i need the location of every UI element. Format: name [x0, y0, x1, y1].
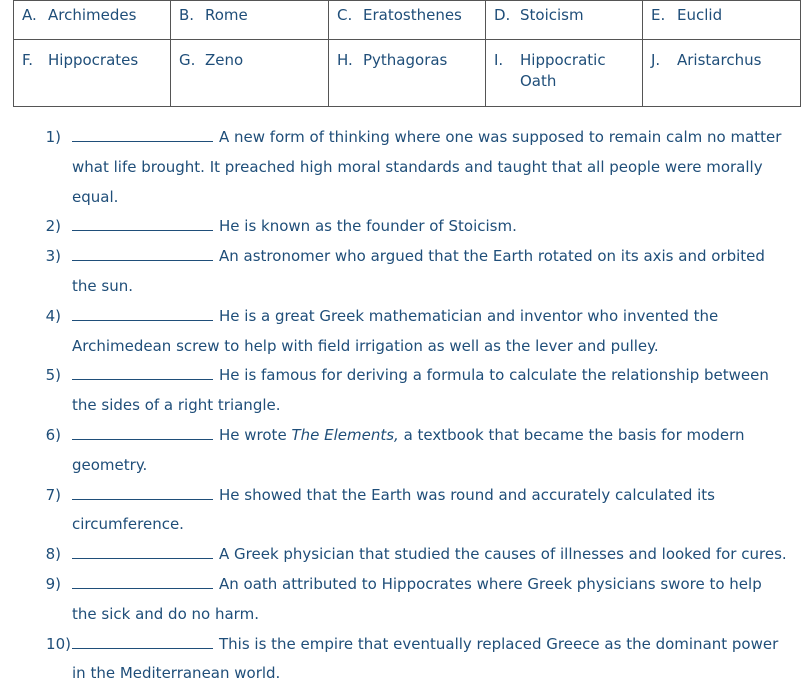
question-number: 8) [45, 545, 61, 564]
question-item [0, 630, 811, 689]
word-bank-cell-a [14, 1, 171, 40]
question-number: 1) [45, 128, 61, 146]
answer-blank[interactable] [72, 634, 213, 649]
question-list [0, 123, 811, 689]
question-text: He is famous for deriving a formula to calculate the relationship between the sides of a right triangle. [72, 366, 769, 415]
question-text: He is a great Greek mathematician and inventor who invented the Archimedean screw to help with field irrigation as well as the lever and pulley. [72, 306, 719, 355]
option-name: Stoicism [520, 6, 584, 24]
word-bank-row [14, 1, 801, 40]
option-letter: A. [22, 6, 37, 24]
option-name: Zeno [205, 51, 244, 69]
word-bank-row [14, 40, 801, 107]
word-bank-cell-i [486, 40, 643, 107]
question-item [0, 302, 811, 362]
option-name: Hippocrates [48, 51, 139, 69]
question-number: 5) [45, 366, 61, 385]
option-letter: G. [179, 51, 196, 69]
question-text: This is the empire that eventually replaced Greece as the dominant power in the Mediterranean world. [72, 634, 779, 683]
question-text: A new form of thinking where one was supposed to remain calm no matter what life brought. It preached high moral standards and taught that all people were morally equal. [72, 128, 782, 206]
answer-blank[interactable] [72, 574, 213, 589]
word-bank-cell-f [14, 40, 171, 107]
word-bank-cell-e [643, 1, 801, 40]
question-item [0, 123, 811, 212]
book-title: The Elements, [291, 425, 399, 444]
question-number: 9) [45, 574, 61, 593]
option-name: Aristarchus [677, 51, 762, 69]
option-letter: I. [494, 51, 504, 69]
question-text: He showed that the Earth was round and accurately calculated its circumference. [72, 485, 715, 534]
word-bank-cell-b [171, 1, 329, 40]
option-name: Euclid [677, 6, 723, 24]
question-item [0, 361, 811, 421]
option-letter: E. [651, 6, 666, 24]
question-text-after: a textbook that became the basis for modern geometry. [72, 425, 745, 474]
question-number: 4) [45, 306, 61, 325]
answer-blank[interactable] [72, 365, 213, 380]
option-letter: B. [179, 6, 195, 24]
question-item [0, 212, 811, 242]
answer-blank[interactable] [72, 425, 213, 440]
answer-blank[interactable] [72, 306, 213, 321]
answer-blank[interactable] [72, 246, 213, 261]
question-item [0, 481, 811, 541]
question-number: 6) [45, 425, 61, 444]
word-bank-table [13, 0, 801, 107]
question-text: He is known as the founder of Stoicism. [219, 217, 517, 236]
question-text-before: He wrote [219, 425, 292, 444]
option-name: Pythagoras [363, 51, 448, 69]
option-name: Archimedes [48, 6, 137, 24]
question-item [0, 570, 811, 630]
answer-blank[interactable] [72, 216, 213, 231]
question-item [0, 540, 811, 570]
question-number: 7) [45, 485, 61, 504]
option-letter: J. [651, 51, 661, 69]
answer-blank[interactable] [72, 544, 213, 559]
question-item [0, 242, 811, 302]
answer-blank[interactable] [72, 127, 213, 142]
question-item [0, 421, 811, 481]
option-letter: F. [22, 51, 33, 69]
option-name: Eratosthenes [363, 6, 462, 24]
word-bank-cell-c [329, 1, 486, 40]
answer-blank[interactable] [72, 485, 213, 500]
option-name: Hippocratic Oath [520, 51, 606, 90]
option-letter: H. [337, 51, 353, 69]
option-letter: C. [337, 6, 353, 24]
word-bank-cell-g [171, 40, 329, 107]
option-name: Rome [205, 6, 248, 24]
question-text: A Greek physician that studied the causes of illnesses and looked for cures. [219, 545, 787, 564]
question-number: 10) [46, 634, 71, 653]
word-bank-cell-j [643, 40, 801, 107]
word-bank-cell-h [329, 40, 486, 107]
question-number: 3) [45, 247, 61, 266]
option-letter: D. [494, 6, 511, 24]
word-bank-cell-d [486, 1, 643, 40]
question-text: An astronomer who argued that the Earth rotated on its axis and orbited the sun. [72, 247, 765, 295]
question-text: An oath attributed to Hippocrates where Greek physicians swore to help the sick and do no harm. [72, 574, 762, 623]
question-number: 2) [45, 217, 61, 236]
